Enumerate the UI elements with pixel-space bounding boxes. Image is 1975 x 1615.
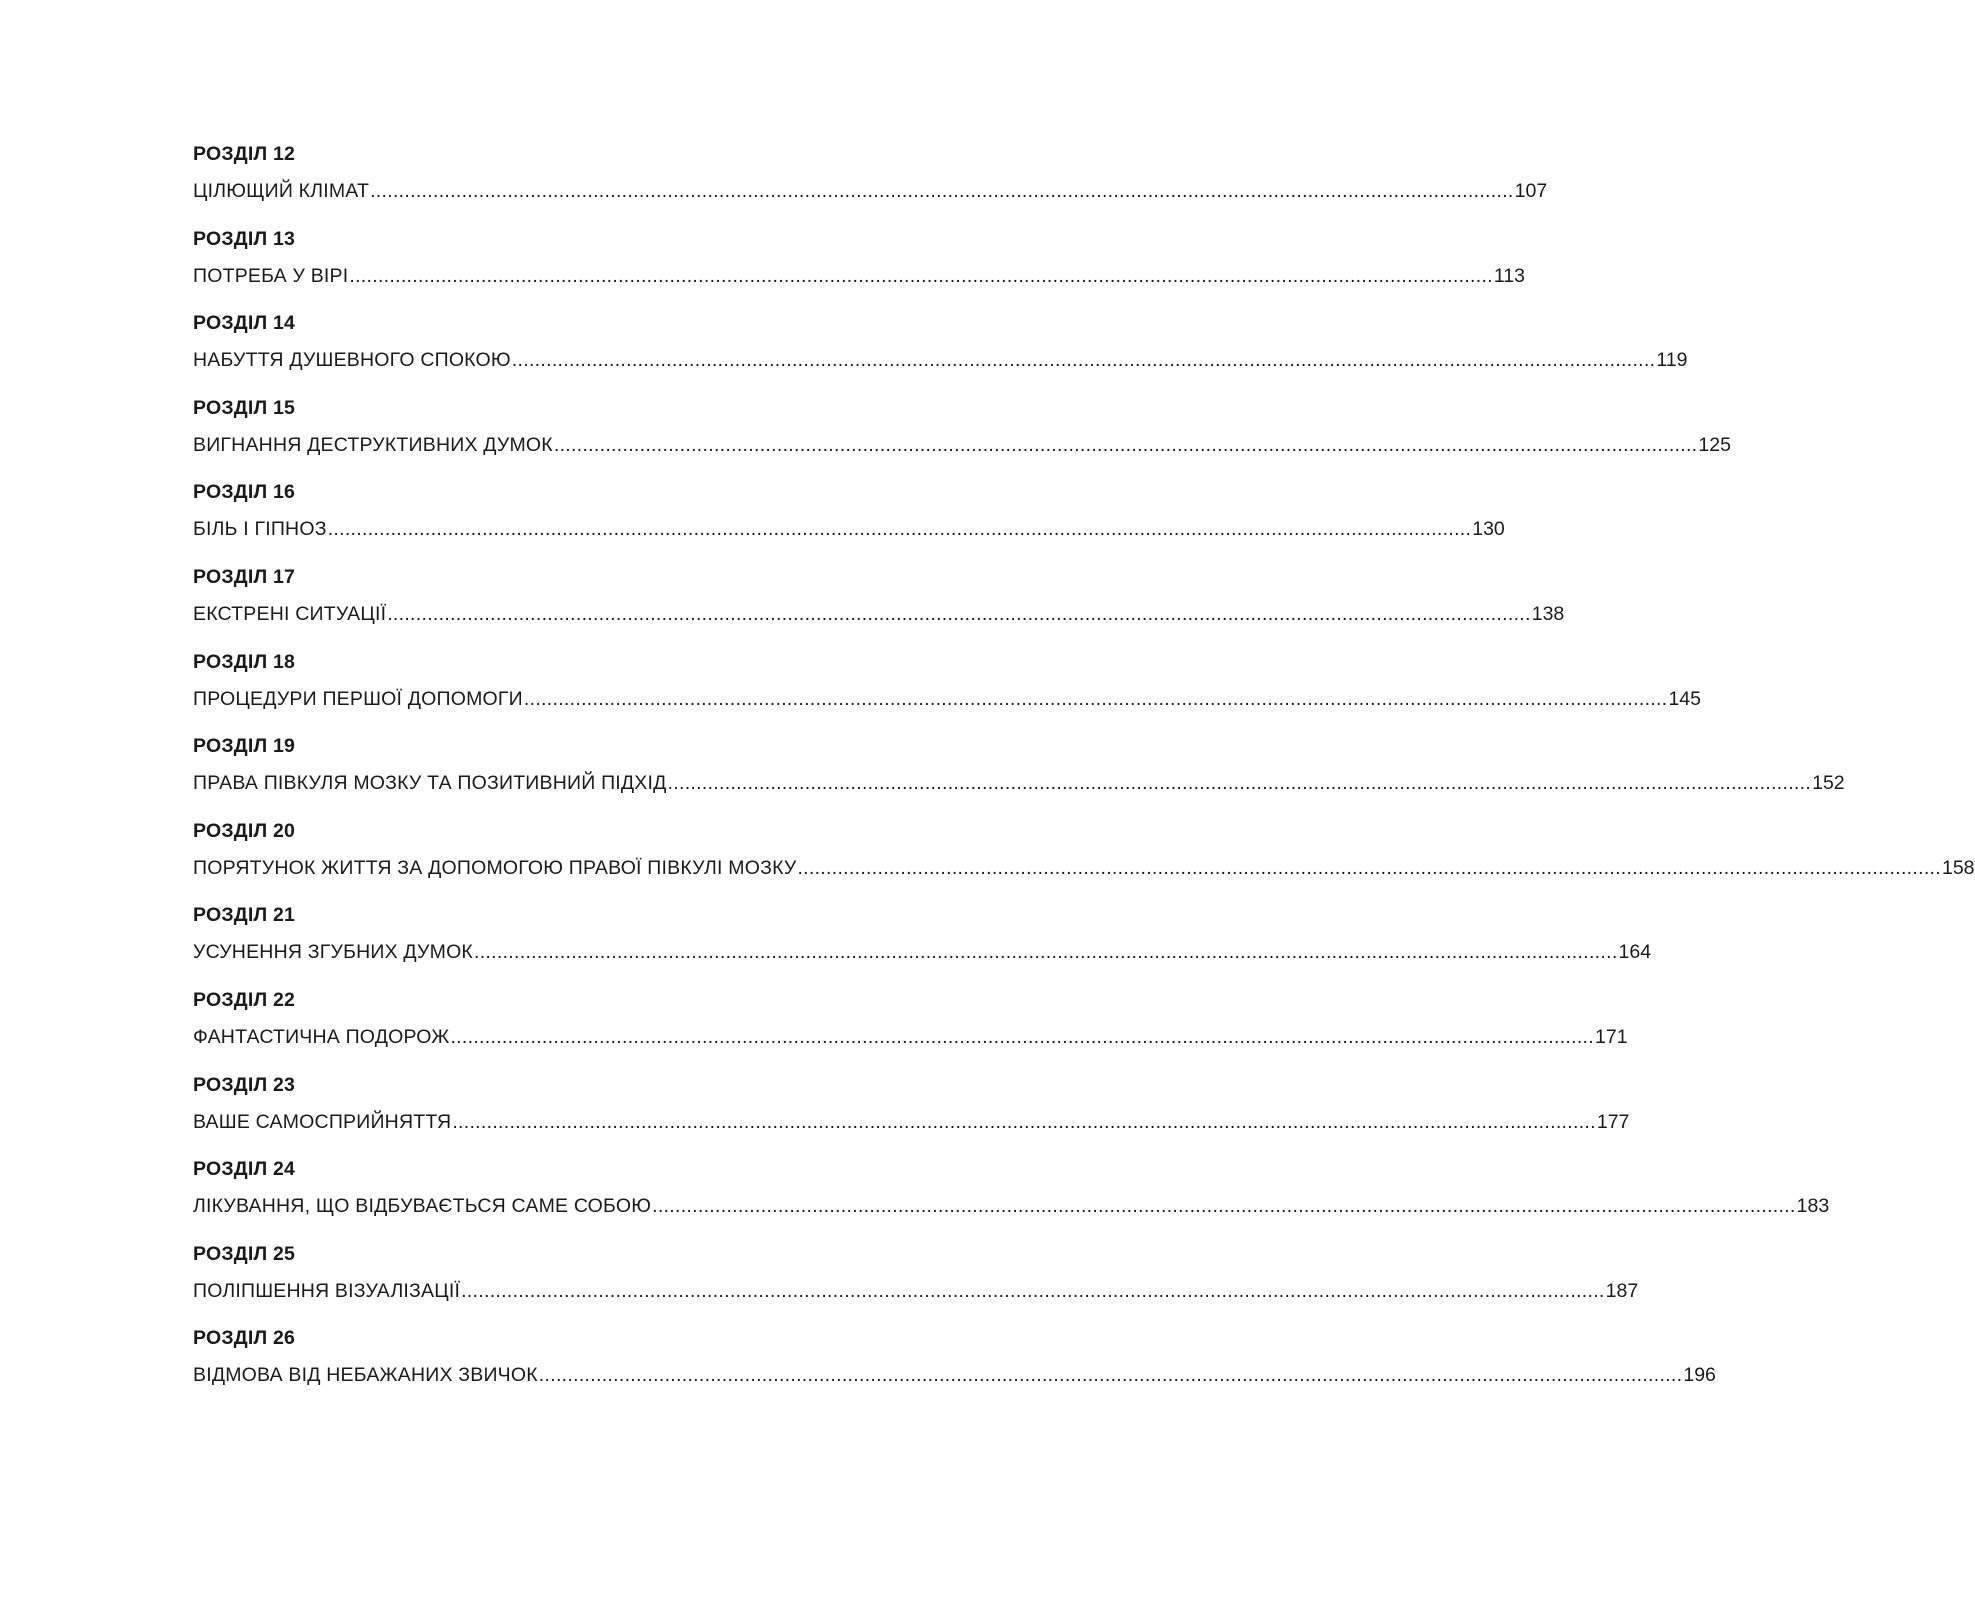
chapter-title: ПОЛІПШЕННЯ ВІЗУАЛІЗАЦІЇ — [193, 1279, 461, 1302]
dot-leader: ........................................................................................................................................................................................................ — [452, 1110, 1596, 1133]
chapter-title: ЛІКУВАННЯ, ЩО ВІДБУВАЄТЬСЯ САМЕ СОБОЮ — [193, 1195, 652, 1218]
chapter-number: РОЗДІЛ 12 — [193, 143, 296, 165]
chapter-number: РОЗДІЛ 17 — [193, 565, 296, 588]
toc-entry[interactable] — [193, 818, 1975, 903]
chapter-title-line[interactable] — [193, 770, 1845, 796]
dot-leader: ........................................................................................................................................................................................................ — [553, 433, 1698, 456]
toc-entry[interactable] — [193, 395, 1731, 480]
chapter-number: РОЗДІЛ 21 — [193, 904, 296, 927]
chapter-title-line[interactable] — [193, 686, 1701, 712]
dot-leader: ........................................................................................................................................................................................................ — [461, 1279, 1605, 1302]
chapter-title: ПРАВА ПІВКУЛЯ МОЗКУ ТА ПОЗИТИВНИЙ ПІДХІД — [193, 772, 667, 795]
chapter-number: РОЗДІЛ 23 — [193, 1073, 296, 1096]
toc-entry[interactable] — [193, 1325, 1716, 1410]
chapter-title-line[interactable] — [193, 263, 1525, 289]
chapter-title: ЕКСТРЕНІ СИТУАЦІЇ — [193, 602, 387, 625]
chapter-title: ФАНТАСТИЧНА ПОДОРОЖ — [193, 1025, 450, 1048]
toc-entry[interactable] — [193, 649, 1701, 734]
chapter-title: ПОТРЕБА У ВІРІ — [193, 264, 349, 287]
dot-leader: ........................................................................................................................................................................................................ — [450, 1025, 1594, 1048]
dot-leader: ........................................................................................................................................................................................................ — [327, 518, 1472, 541]
dot-leader: ........................................................................................................................................................................................................ — [511, 349, 1656, 372]
toc-entry[interactable] — [193, 1241, 1639, 1326]
toc-entry[interactable] — [193, 1156, 1830, 1241]
page-number: 196 — [1683, 1364, 1716, 1387]
chapter-title: ВИГНАННЯ ДЕСТРУКТИВНИХ ДУМОК — [193, 433, 553, 456]
dot-leader: ........................................................................................................................................................................................................ — [523, 687, 1668, 710]
page-number: 183 — [1796, 1195, 1830, 1218]
table-of-contents — [193, 141, 1975, 1410]
chapter-number: РОЗДІЛ 20 — [193, 819, 296, 842]
chapter-title-line[interactable] — [193, 432, 1731, 458]
page-number: 164 — [1618, 941, 1652, 964]
dot-leader: ........................................................................................................................................................................................................ — [652, 1195, 1796, 1218]
page-number: 152 — [1812, 772, 1845, 795]
chapter-title-line[interactable] — [193, 516, 1505, 542]
chapter-title: БІЛЬ І ГІПНОЗ — [193, 518, 327, 541]
chapter-title: ПРОЦЕДУРИ ПЕРШОЇ ДОПОМОГИ — [193, 687, 523, 710]
chapter-title-line[interactable] — [193, 1278, 1639, 1304]
toc-entry[interactable] — [193, 310, 1688, 395]
dot-leader: ........................................................................................................................................................................................................ — [474, 941, 1618, 964]
chapter-title-line[interactable] — [193, 939, 1652, 965]
page-number: 130 — [1472, 518, 1505, 541]
page-number: 177 — [1596, 1110, 1630, 1133]
toc-entry[interactable] — [193, 141, 1548, 226]
chapter-number: РОЗДІЛ 19 — [193, 735, 296, 758]
chapter-number: РОЗДІЛ 14 — [193, 312, 296, 335]
toc-entry[interactable] — [193, 564, 1565, 649]
chapter-number: РОЗДІЛ 26 — [193, 1327, 296, 1350]
toc-entry[interactable] — [193, 987, 1628, 1072]
toc-entry[interactable] — [193, 733, 1845, 818]
page-number: 113 — [1493, 264, 1525, 287]
page-number: 107 — [1514, 180, 1548, 202]
toc-entry[interactable] — [193, 226, 1525, 311]
chapter-title: ВАШЕ САМОСПРИЙНЯТТЯ — [193, 1110, 452, 1133]
dot-leader: ........................................................................................................................................................................................................ — [797, 856, 1941, 879]
page-number: 125 — [1698, 433, 1731, 456]
chapter-number: РОЗДІЛ 16 — [193, 481, 296, 504]
chapter-title: НАБУТТЯ ДУШЕВНОГО СПОКОЮ — [193, 349, 511, 372]
chapter-title-line[interactable] — [193, 601, 1565, 627]
toc-entry[interactable] — [193, 902, 1652, 987]
chapter-number: РОЗДІЛ 25 — [193, 1242, 296, 1265]
chapter-title-line[interactable] — [193, 1362, 1716, 1388]
chapter-title-line[interactable] — [193, 178, 1548, 204]
chapter-title: УСУНЕННЯ ЗГУБНИХ ДУМОК — [193, 941, 473, 964]
chapter-number: РОЗДІЛ 22 — [193, 988, 296, 1011]
dot-leader: ........................................................................................................................................................................................................ — [370, 180, 1514, 202]
chapter-title: ЦІЛЮЩИЙ КЛІМАТ — [193, 180, 370, 202]
dot-leader: ........................................................................................................................................................................................................ — [667, 772, 1812, 795]
chapter-title-line[interactable] — [193, 1193, 1830, 1219]
toc-entry[interactable] — [193, 479, 1505, 564]
chapter-number: РОЗДІЛ 15 — [193, 396, 296, 419]
chapter-title-line[interactable] — [193, 855, 1975, 881]
chapter-title: ВІДМОВА ВІД НЕБАЖАНИХ ЗВИЧОК — [193, 1364, 538, 1387]
page-number: 119 — [1656, 349, 1688, 372]
dot-leader: ........................................................................................................................................................................................................ — [538, 1364, 1683, 1387]
chapter-title: ПОРЯТУНОК ЖИТТЯ ЗА ДОПОМОГОЮ ПРАВОЇ ПІВКУЛІ МОЗКУ — [193, 856, 797, 879]
page-number: 145 — [1668, 687, 1701, 710]
chapter-title-line[interactable] — [193, 347, 1688, 373]
chapter-number: РОЗДІЛ 24 — [193, 1158, 296, 1181]
page-number: 158 — [1941, 856, 1975, 879]
chapter-title-line[interactable] — [193, 1024, 1628, 1050]
dot-leader: ........................................................................................................................................................................................................ — [387, 602, 1531, 625]
page-number: 138 — [1531, 602, 1565, 625]
toc-entry[interactable] — [193, 1072, 1630, 1157]
chapter-title-line[interactable] — [193, 1109, 1630, 1135]
chapter-number: РОЗДІЛ 18 — [193, 650, 296, 673]
page-number: 187 — [1605, 1279, 1639, 1302]
dot-leader: ........................................................................................................................................................................................................ — [349, 264, 1493, 287]
chapter-number: РОЗДІЛ 13 — [193, 227, 296, 250]
page-number: 171 — [1595, 1025, 1628, 1048]
